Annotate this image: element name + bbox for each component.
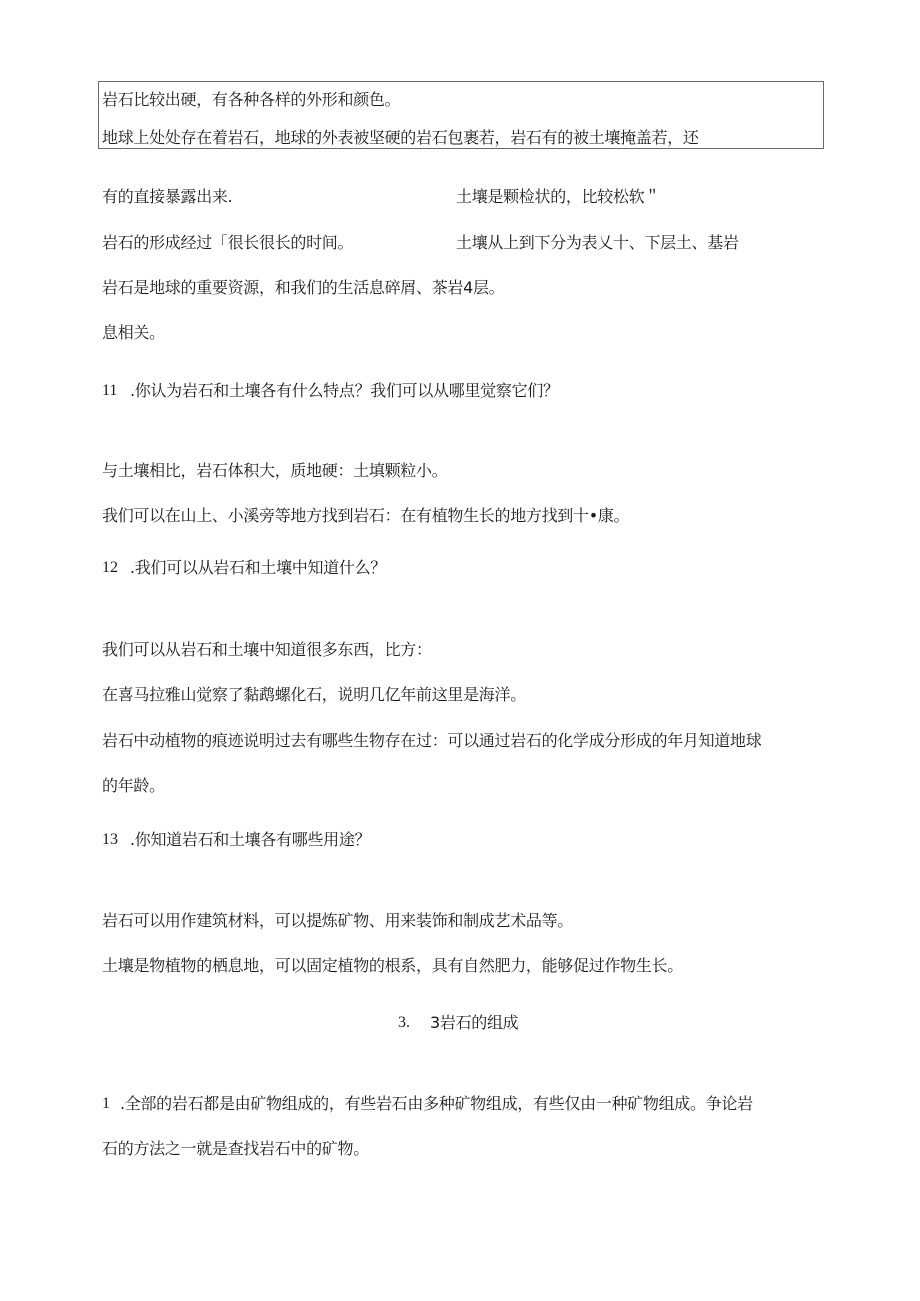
box-line-1: 岩石比较出硬，有各种各样的外形和颜色。 xyxy=(102,90,401,109)
section-number: 3. xyxy=(398,1014,410,1031)
q12-answer-3: 岩石中动植物的痕迹说明过去有哪些生物存在过：可以通过岩石的化学成分形成的年月知道地球 xyxy=(102,731,762,750)
q13-answer-2: 土壤是物植物的栖息地，可以固定植物的根系，具有自然肥力，能够促过作物生长。 xyxy=(102,956,683,975)
q12-number: 12 xyxy=(102,559,118,576)
q12-question: .我们可以从岩石和土壤中知道什么？ xyxy=(130,558,386,577)
q11-answer-2: 我们可以在山上、小溪旁等地方找到岩石：在有植物生长的地方找到十•康。 xyxy=(102,506,630,525)
q11-answer-1: 与土壤相比，岩石体积大，质地硬：土填颗粒小。 xyxy=(102,461,448,480)
q13-number: 13 xyxy=(102,831,118,848)
left-col-line-2: 岩石的形成经过「很长很长的时间。 xyxy=(102,233,354,252)
q12-answer-4: 的年龄。 xyxy=(102,776,165,795)
section-title: 3岩石的组成 xyxy=(430,1013,519,1032)
q13-question: .你知道岩石和土壤各有哪些用途？ xyxy=(130,830,371,849)
q11-question: .你认为岩石和土壤各有什么特点？我们可以从哪里觉察它们？ xyxy=(130,381,559,400)
item1-number: 1 xyxy=(102,1095,110,1112)
q13-answer-1: 岩石可以用作建筑材料，可以提炼矿物、用来装饰和制成艺术品等。 xyxy=(102,911,574,930)
right-col-line-2: 土壤从上到下分为表乂十、下层土、基岩 xyxy=(456,233,739,252)
left-col-line-3: 岩石是地球的重要资源，和我们的生活息碎屑、茶岩4层。 xyxy=(102,278,505,297)
q12-answer-2: 在喜马拉雅山觉察了黏鹉螺化石，说明几亿年前这里是海洋。 xyxy=(102,685,526,704)
left-col-line-1: 有的直接暴露出来. xyxy=(102,187,233,206)
item1-line-1: .全部的岩石都是由矿物组成的，有些岩石由多种矿物组成，有些仅由一种矿物组成。争论岩 xyxy=(120,1094,753,1113)
box-line-2: 地球上处处存在着岩石，地球的外表被坚硬的岩石包裹若，岩石有的被土壤掩盖若，还 xyxy=(102,128,699,147)
q11-number: 11 xyxy=(102,382,118,399)
right-col-line-1: 土壤是颗检状的，比较松软＂ xyxy=(456,187,661,206)
q12-answer-1: 我们可以从岩石和土壤中知道很多东西，比方： xyxy=(102,640,432,659)
left-col-line-4: 息相关。 xyxy=(102,323,165,342)
item1-line-2: 石的方法之一就是查找岩石中的矿物。 xyxy=(102,1139,369,1158)
